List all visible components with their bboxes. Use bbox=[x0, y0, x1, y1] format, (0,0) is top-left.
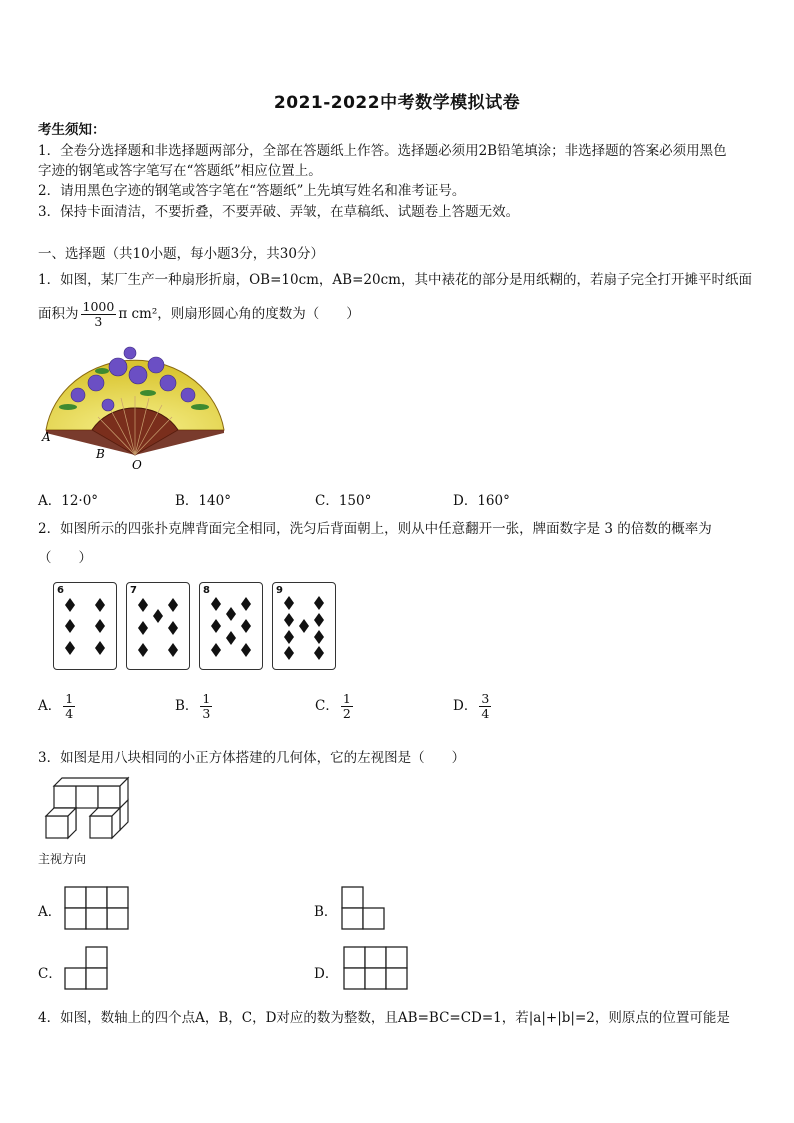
section-heading: 一、选择题（共10小题，每小题3分，共30分） bbox=[38, 246, 324, 262]
option-label: C． bbox=[315, 698, 339, 714]
q3-option-d[interactable] bbox=[314, 962, 338, 982]
frac-den: 4 bbox=[65, 706, 74, 721]
fan-label-b: B bbox=[96, 447, 105, 461]
frac-den: 3 bbox=[202, 706, 211, 721]
option-fraction bbox=[200, 692, 212, 721]
q3-option-a[interactable] bbox=[38, 900, 61, 920]
q1-frac-den: 3 bbox=[94, 314, 103, 329]
option-label: D． bbox=[314, 966, 339, 982]
q3-option-a-figure bbox=[64, 886, 132, 932]
q1-text-pre: 面积为 bbox=[38, 306, 79, 322]
option-label: A． bbox=[38, 904, 62, 920]
notice-item: 3．保持卡面清洁，不要折叠，不要弄破、弄皱，在草稿纸、试题卷上答题无效。 bbox=[38, 204, 520, 220]
q1-option-a[interactable]: A．12·0° bbox=[38, 493, 99, 509]
option-label: C． bbox=[38, 966, 62, 982]
q1-fraction bbox=[81, 300, 117, 329]
q1-option-c[interactable]: C．150° bbox=[315, 493, 372, 509]
frac-den: 4 bbox=[481, 706, 490, 721]
q2-text-line2: （ ） bbox=[38, 550, 92, 566]
card-rank: 7 bbox=[130, 585, 137, 596]
q4-text-line1: 4．如图，数轴上的四个点A，B，C，D对应的数为整数，且AB=BC=CD=1，若|a|+|b|=2，则原点的位置可能是 bbox=[38, 1010, 730, 1026]
fan-figure bbox=[38, 345, 228, 473]
card-rank: 6 bbox=[57, 585, 64, 596]
card-pips bbox=[273, 583, 335, 669]
option-fraction bbox=[341, 692, 353, 721]
option-label: B． bbox=[314, 904, 338, 920]
q3-option-b[interactable] bbox=[314, 900, 337, 920]
card-rank: 9 bbox=[276, 585, 283, 596]
fan-label-a: A bbox=[42, 430, 51, 444]
q1-option-d[interactable]: D．160° bbox=[453, 493, 510, 509]
frac-num: 1 bbox=[65, 691, 74, 706]
option-label: A． bbox=[38, 698, 62, 714]
q2-option-c[interactable] bbox=[315, 692, 355, 721]
option-fraction bbox=[479, 692, 491, 721]
frac-num: 1 bbox=[202, 691, 211, 706]
q3-text-line1: 3．如图是用八块相同的小正方体搭建的几何体，它的左视图是（ ） bbox=[38, 750, 466, 766]
q1-text-post: π cm²，则扇形圆心角的度数为（ ） bbox=[118, 306, 360, 322]
option-label: D． bbox=[453, 698, 478, 714]
notice-heading: 考生须知： bbox=[38, 122, 106, 138]
notice-item: 1．全卷分选择题和非选择题两部分，全部在答题纸上作答。选择题必须用2B铅笔填涂；非选择题的答案必须用黑色 bbox=[38, 143, 727, 159]
frac-den: 2 bbox=[342, 706, 351, 721]
playing-card-9 bbox=[272, 582, 336, 670]
card-pips bbox=[127, 583, 189, 669]
option-fraction bbox=[63, 692, 75, 721]
q1-frac-num: 1000 bbox=[82, 299, 115, 314]
fan-label-o: O bbox=[132, 458, 142, 472]
option-label: B． bbox=[175, 698, 199, 714]
page-title: 2021-2022中考数学模拟试卷 bbox=[273, 93, 521, 113]
frac-num: 3 bbox=[481, 691, 490, 706]
q2-option-b[interactable] bbox=[175, 692, 214, 721]
q3-option-c[interactable] bbox=[38, 962, 62, 982]
q1-option-b[interactable]: B．140° bbox=[175, 493, 231, 509]
card-rank: 8 bbox=[203, 585, 210, 596]
frac-num: 1 bbox=[342, 691, 351, 706]
playing-card-7 bbox=[126, 582, 190, 670]
card-pips bbox=[200, 583, 262, 669]
card-pips bbox=[54, 583, 116, 669]
q3-option-d-figure bbox=[343, 946, 411, 992]
notice-item: 2．请用黑色字迹的钢笔或答字笔在“答题纸”上先填写姓名和准考证号。 bbox=[38, 183, 466, 199]
q2-option-a[interactable] bbox=[38, 692, 77, 721]
q3-option-b-figure bbox=[341, 886, 389, 932]
q1-text-line2 bbox=[38, 296, 758, 332]
cube-stack-figure bbox=[40, 776, 140, 848]
q2-text-line1: 2．如图所示的四张扑克牌背面完全相同，洗匀后背面朝上，则从中任意翻开一张，牌面数字是 3 的倍数的概率为 bbox=[38, 521, 712, 537]
q3-option-c-figure bbox=[64, 946, 112, 992]
playing-card-8 bbox=[199, 582, 263, 670]
q1-text-line1: 1．如图，某厂生产一种扇形折扇，OB=10cm，AB=20cm，其中裱花的部分是用纸糊的，若扇子完全打开摊平时纸面 bbox=[38, 272, 752, 288]
q2-option-d[interactable] bbox=[453, 692, 493, 721]
notice-item: 字迹的钢笔或答字笔写在“答题纸”相应位置上。 bbox=[38, 163, 322, 179]
playing-card-6 bbox=[53, 582, 117, 670]
q3-caption: 主视方向 bbox=[38, 852, 87, 866]
